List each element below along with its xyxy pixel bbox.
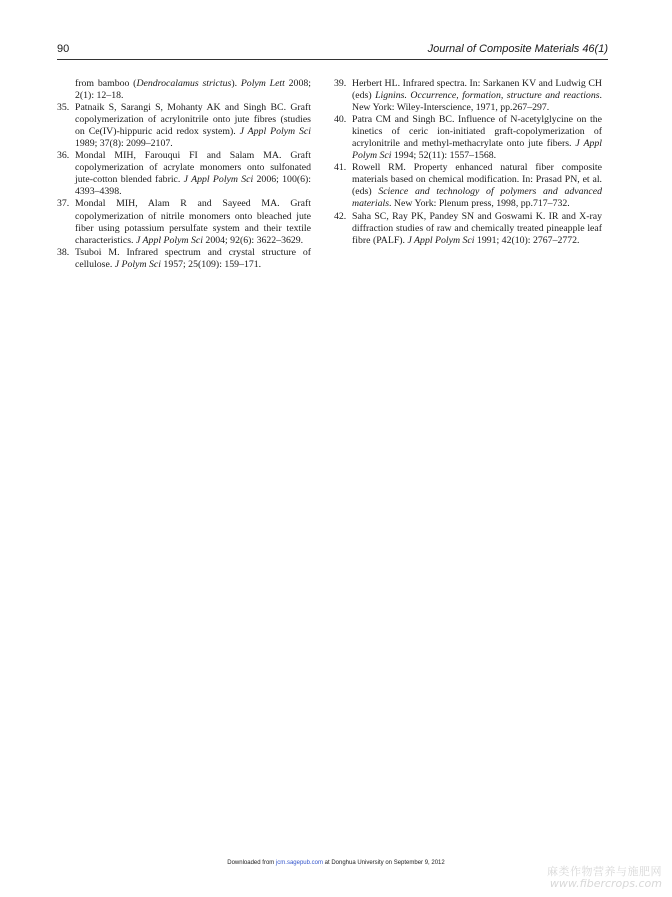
reference-entry — [334, 162, 602, 210]
reference-entry — [57, 102, 311, 150]
reference-text: Patnaik S, Sarangi S, Mohanty AK and Singh BC. Graft copolymerization of acrylonitrile onto jute fibres (studies on Ce(IV)-hippuric acid redox system). — [75, 102, 311, 138]
reference-text: Mondal MIH, Alam R and Sayeed MA. Graft copolymerization of nitrile monomers onto bleached jute fiber using potassium persulfate system and their textile characteristics. — [75, 198, 311, 246]
reference-text: 1957; 25(109): 159–171. — [160, 258, 262, 270]
reference-text: 2008; 2(1): 12–18. — [75, 78, 311, 102]
reference-italic-text: J Appl Polym Sci — [183, 174, 254, 186]
reference-text: Mondal MIH, Farouqui FI and Salam MA. Graft copolymerization of acrylate monomers onto sulfonated jute-cotton blended fabric. — [75, 150, 311, 186]
reference-entry — [57, 150, 311, 198]
reference-entry — [57, 198, 311, 246]
reference-entry — [334, 78, 602, 114]
footer-link[interactable]: jcm.sagepub.com — [275, 860, 323, 866]
header-rule — [57, 59, 608, 60]
running-header — [57, 43, 608, 59]
reference-italic-text: J Appl Polym Sci — [352, 138, 603, 162]
reference-number: 38. — [57, 246, 70, 258]
footer-prefix: Downloaded from — [227, 860, 276, 866]
reference-number: 42. — [334, 210, 347, 222]
reference-italic-text: Dendrocalamus strictus — [136, 78, 232, 89]
references-right-column — [334, 78, 602, 247]
reference-text: Saha SC, Ray PK, Pandey SN and Goswami K. IR and X-ray diffraction studies of raw and chemically treated pineapple leaf fibre (PALF). — [352, 210, 602, 246]
reference-text: from bamboo ( — [75, 78, 137, 89]
reference-number: 41. — [334, 162, 347, 174]
footer-suffix: at Donghua University on September 9, 2012 — [322, 860, 445, 866]
journal-title: Journal of Composite Materials 46(1) — [427, 43, 608, 55]
reference-entry — [57, 78, 311, 102]
reference-number: 40. — [334, 114, 347, 126]
reference-italic-text: Lignins. Occurrence, formation, structure and reactions — [375, 90, 600, 102]
reference-text: Patra CM and Singh BC. Influence of N-acetylglycine on the kinetics of ceric ion-initiated graft-copolymerization of acrylonitrile and methyl-methacrylate onto jute fibers. — [352, 114, 602, 150]
reference-entry — [334, 114, 602, 162]
page-number: 90 — [57, 43, 70, 55]
reference-text: . New York: Wiley-Interscience, 1971, pp.267–297. — [352, 90, 602, 114]
reference-text: Rowell RM. Property enhanced natural fiber composite materials based on chemical modification. In: Prasad PN, et al. (eds) — [352, 162, 602, 198]
reference-text: 1994; 52(11): 1557–1568. — [391, 150, 497, 162]
reference-text: 2006; 100(6): 4393–4398. — [75, 174, 311, 198]
watermark — [547, 866, 662, 890]
reference-text: 2004; 92(6): 3622–3629. — [202, 234, 304, 246]
reference-number: 37. — [57, 198, 70, 210]
reference-text: Herbert HL. Infrared spectra. In: Sarkanen KV and Ludwig CH (eds) — [352, 78, 602, 102]
references-left-column — [57, 78, 311, 271]
reference-number: 36. — [57, 150, 70, 162]
reference-text: ). — [231, 78, 241, 89]
reference-entry — [57, 247, 311, 271]
watermark-url: www.fibercrops.com — [549, 877, 662, 890]
reference-text: 1989; 37(8): 2099–2107. — [75, 138, 173, 150]
reference-entry — [334, 211, 602, 247]
reference-number: 35. — [57, 102, 70, 114]
reference-italic-text: J Appl Polym Sci — [239, 126, 311, 138]
reference-italic-text: Polym Lett — [240, 78, 285, 89]
reference-number: 39. — [334, 78, 347, 89]
reference-italic-text: J Appl Polym Sci — [135, 234, 203, 246]
reference-text: Tsuboi M. Infrared spectrum and crystal structure of cellulose. — [75, 246, 311, 270]
reference-text: . New York: Plenum press, 1998, pp.717–732. — [389, 198, 570, 210]
watermark-chinese: 麻类作物营养与施肥网 — [547, 865, 662, 878]
reference-text: 1991; 42(10): 2767–2772. — [474, 234, 580, 246]
reference-italic-text: Science and technology of polymers and advanced materials — [352, 186, 602, 210]
reference-italic-text: J Appl Polym Sci — [407, 234, 475, 246]
reference-italic-text: J Polym Sci — [114, 258, 161, 270]
